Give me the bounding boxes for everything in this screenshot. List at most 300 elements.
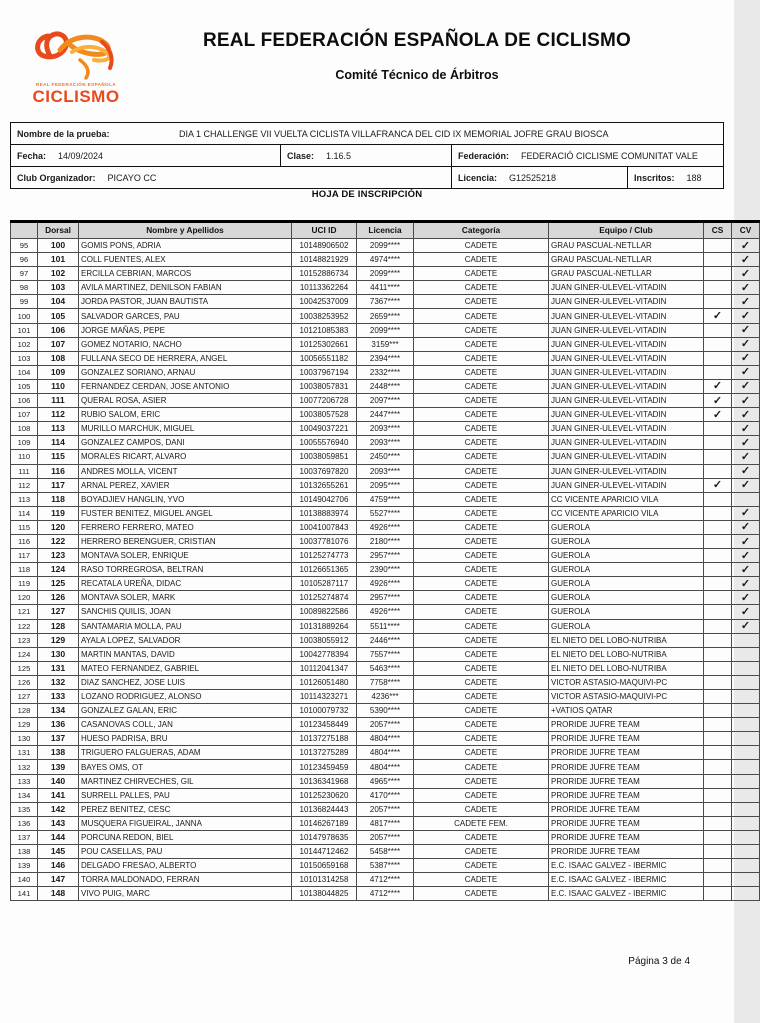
equipo-club-cell: JUAN GINER-ULEVEL-VITADIN: [549, 478, 704, 492]
uci-id-cell: 10112041347: [292, 661, 357, 675]
name-cell: AVILA MARTINEZ, DENILSON FABIAN: [79, 281, 292, 295]
categoria-cell: CADETE: [414, 520, 549, 534]
cv-cell: [732, 704, 760, 718]
equipo-club-cell: PRORIDE JUFRE TEAM: [549, 732, 704, 746]
categoria-cell: CADETE: [414, 591, 549, 605]
name-cell: MORALES RICART, ALVARO: [79, 450, 292, 464]
equipo-club-cell: JUAN GINER-ULEVEL-VITADIN: [549, 464, 704, 478]
dorsal-cell: 100: [38, 239, 79, 253]
table-row: [11, 675, 760, 689]
licencia-cell: 2447****: [357, 408, 414, 422]
cv-cell-checked: ✓: [732, 309, 760, 323]
licencia-cell: 2093****: [357, 422, 414, 436]
table-row: [11, 520, 760, 534]
licencia-cell: 2450****: [357, 450, 414, 464]
cv-cell-checked: ✓: [732, 394, 760, 408]
cv-cell-checked: ✓: [732, 253, 760, 267]
dorsal-cell: 108: [38, 351, 79, 365]
dorsal-cell: 113: [38, 422, 79, 436]
licencia-cell: 5387****: [357, 859, 414, 873]
table-row: [11, 337, 760, 351]
name-cell: SANTAMARIA MOLLA, PAU: [79, 619, 292, 633]
equipo-club-cell: JUAN GINER-ULEVEL-VITADIN: [549, 365, 704, 379]
dorsal-cell: 112: [38, 408, 79, 422]
uci-id-cell: 10121085383: [292, 323, 357, 337]
cs-cell-checked: ✓: [704, 478, 732, 492]
info-cell-clase: [280, 145, 451, 166]
equipo-club-cell: GUEROLA: [549, 605, 704, 619]
cv-cell-checked: ✓: [732, 577, 760, 591]
cv-cell-checked: ✓: [732, 591, 760, 605]
name-cell: VIVO PUIG, MARC: [79, 887, 292, 901]
table-row: [11, 690, 760, 704]
uci-id-cell: 10056551182: [292, 351, 357, 365]
column-header-uci-id: UCI ID: [292, 222, 357, 239]
licencia-cell: 2180****: [357, 534, 414, 548]
row-number-cell: 126: [11, 675, 38, 689]
table-row: [11, 816, 760, 830]
categoria-cell: CADETE: [414, 365, 549, 379]
equipo-club-cell: JUAN GINER-ULEVEL-VITADIN: [549, 281, 704, 295]
licencia-cell: 4804****: [357, 746, 414, 760]
clase-value: 1.16.5: [326, 150, 352, 161]
cs-cell: [704, 436, 732, 450]
row-number-cell: 111: [11, 464, 38, 478]
uci-id-cell: 10037967194: [292, 365, 357, 379]
cs-cell: [704, 802, 732, 816]
table-row: [11, 295, 760, 309]
equipo-club-cell: PRORIDE JUFRE TEAM: [549, 802, 704, 816]
uci-id-cell: 10147978635: [292, 830, 357, 844]
categoria-cell: CADETE: [414, 422, 549, 436]
table-row: [11, 379, 760, 393]
row-number-cell: 122: [11, 619, 38, 633]
equipo-club-cell: PRORIDE JUFRE TEAM: [549, 774, 704, 788]
uci-id-cell: 10136824443: [292, 802, 357, 816]
licencia-cell: 4926****: [357, 520, 414, 534]
categoria-cell: CADETE: [414, 534, 549, 548]
uci-id-cell: 10149042706: [292, 492, 357, 506]
categoria-cell: CADETE: [414, 802, 549, 816]
cs-cell: [704, 788, 732, 802]
equipo-club-cell: GUEROLA: [549, 520, 704, 534]
licencia-cell: 4926****: [357, 577, 414, 591]
column-header-licencia: Licencia: [357, 222, 414, 239]
cv-cell: [732, 675, 760, 689]
cs-cell: [704, 520, 732, 534]
table-row: [11, 394, 760, 408]
name-cell: FUSTER BENITEZ, MIGUEL ANGEL: [79, 506, 292, 520]
dorsal-cell: 136: [38, 718, 79, 732]
categoria-cell: CADETE: [414, 464, 549, 478]
categoria-cell: CADETE: [414, 774, 549, 788]
uci-id-cell: 10138883974: [292, 506, 357, 520]
table-row: [11, 422, 760, 436]
info-cell-prueba: [11, 123, 723, 144]
table-row: [11, 830, 760, 844]
table-row: [11, 661, 760, 675]
info-cell-federacion: [451, 145, 723, 166]
table-row: [11, 492, 760, 506]
uci-id-cell: 10042778394: [292, 647, 357, 661]
equipo-club-cell: PRORIDE JUFRE TEAM: [549, 830, 704, 844]
licencia-cell: 2093****: [357, 436, 414, 450]
uci-id-cell: 10138044825: [292, 887, 357, 901]
info-cell-club: [11, 167, 451, 188]
cs-cell: [704, 816, 732, 830]
cs-cell: [704, 253, 732, 267]
uci-id-cell: 10125274874: [292, 591, 357, 605]
categoria-cell: CADETE: [414, 394, 549, 408]
cv-cell-checked: ✓: [732, 520, 760, 534]
row-number-cell: 108: [11, 422, 38, 436]
dorsal-cell: 138: [38, 746, 79, 760]
name-cell: RUBIO SALOM, ERIC: [79, 408, 292, 422]
cs-cell: [704, 422, 732, 436]
licencia-label: Licencia:: [458, 172, 498, 183]
cv-cell-checked: ✓: [732, 506, 760, 520]
name-cell: MONTAVA SOLER, ENRIQUE: [79, 549, 292, 563]
name-cell: HERRERO BERENGUER, CRISTIAN: [79, 534, 292, 548]
equipo-club-cell: E.C. ISAAC GALVEZ - IBERMIC: [549, 887, 704, 901]
cv-cell-checked: ✓: [732, 365, 760, 379]
cyclist-swoosh-icon: [20, 26, 132, 84]
cs-cell: [704, 577, 732, 591]
row-number-cell: 119: [11, 577, 38, 591]
name-cell: TORRA MALDONADO, FERRAN: [79, 873, 292, 887]
dorsal-cell: 117: [38, 478, 79, 492]
event-info-box: [10, 122, 724, 189]
dorsal-cell: 109: [38, 365, 79, 379]
uci-id-cell: 10137275289: [292, 746, 357, 760]
uci-id-cell: 10042537009: [292, 295, 357, 309]
table-row: [11, 591, 760, 605]
cs-cell: [704, 704, 732, 718]
name-cell: MARTINEZ CHIRVECHES, GIL: [79, 774, 292, 788]
row-number-cell: 135: [11, 802, 38, 816]
column-header-categoria: Categoría: [414, 222, 549, 239]
uci-id-cell: 10148906502: [292, 239, 357, 253]
inscritos-value: 188: [686, 172, 702, 183]
rfec-logo: [20, 26, 132, 110]
uci-id-cell: 10123458449: [292, 718, 357, 732]
cs-cell: [704, 859, 732, 873]
name-cell: SURRELL PALLES, PAU: [79, 788, 292, 802]
cs-cell: [704, 337, 732, 351]
table-row: [11, 478, 760, 492]
dorsal-cell: 133: [38, 690, 79, 704]
row-number-cell: 118: [11, 563, 38, 577]
row-number-cell: 128: [11, 704, 38, 718]
column-header-dorsal: Dorsal: [38, 222, 79, 239]
categoria-cell: CADETE: [414, 633, 549, 647]
name-cell: QUERAL ROSA, ASIER: [79, 394, 292, 408]
name-cell: ERCILLA CEBRIAN, MARCOS: [79, 267, 292, 281]
licencia-cell: 4974****: [357, 253, 414, 267]
dorsal-cell: 123: [38, 549, 79, 563]
federacion-label: Federación:: [458, 150, 510, 161]
dorsal-cell: 114: [38, 436, 79, 450]
table-row: [11, 873, 760, 887]
licencia-cell: 5463****: [357, 661, 414, 675]
cs-cell-checked: ✓: [704, 309, 732, 323]
dorsal-cell: 137: [38, 732, 79, 746]
club-value: PICAYO CC: [107, 172, 157, 183]
table-row: [11, 605, 760, 619]
row-number-cell: 133: [11, 774, 38, 788]
name-cell: MONTAVA SOLER, MARK: [79, 591, 292, 605]
cs-cell: [704, 605, 732, 619]
table-row: [11, 351, 760, 365]
cs-cell: [704, 760, 732, 774]
fecha-value: 14/09/2024: [58, 150, 104, 161]
categoria-cell: CADETE: [414, 873, 549, 887]
row-number-cell: 114: [11, 506, 38, 520]
equipo-club-cell: JUAN GINER-ULEVEL-VITADIN: [549, 295, 704, 309]
equipo-club-cell: PRORIDE JUFRE TEAM: [549, 816, 704, 830]
cs-cell: [704, 351, 732, 365]
name-cell: ARNAL PEREZ, XAVIER: [79, 478, 292, 492]
dorsal-cell: 125: [38, 577, 79, 591]
cv-cell: [732, 802, 760, 816]
categoria-cell: CADETE: [414, 351, 549, 365]
equipo-club-cell: VICTOR ASTASIO-MAQUIVI-PC: [549, 690, 704, 704]
licencia-cell: 3159***: [357, 337, 414, 351]
table-row: [11, 802, 760, 816]
categoria-cell: CADETE: [414, 239, 549, 253]
cv-cell-checked: ✓: [732, 563, 760, 577]
cv-cell: [732, 718, 760, 732]
uci-id-cell: 10089822586: [292, 605, 357, 619]
licencia-cell: 2093****: [357, 464, 414, 478]
table-header-row: [11, 222, 760, 239]
equipo-club-cell: GUEROLA: [549, 534, 704, 548]
cv-cell: [732, 690, 760, 704]
cs-cell: [704, 591, 732, 605]
table-row: [11, 619, 760, 633]
cv-cell-checked: ✓: [732, 351, 760, 365]
row-number-cell: 117: [11, 549, 38, 563]
row-number-cell: 134: [11, 788, 38, 802]
row-number-cell: 113: [11, 492, 38, 506]
cv-cell-checked: ✓: [732, 295, 760, 309]
row-number-cell: 115: [11, 520, 38, 534]
name-cell: JORDA PASTOR, JUAN BAUTISTA: [79, 295, 292, 309]
categoria-cell: CADETE: [414, 830, 549, 844]
name-cell: PEREZ BENITEZ, CESC: [79, 802, 292, 816]
equipo-club-cell: EL NIETO DEL LOBO-NUTRIBA: [549, 661, 704, 675]
cs-cell: [704, 887, 732, 901]
equipo-club-cell: PRORIDE JUFRE TEAM: [549, 788, 704, 802]
row-number-cell: 127: [11, 690, 38, 704]
uci-id-cell: 10105287117: [292, 577, 357, 591]
table-row: [11, 633, 760, 647]
equipo-club-cell: EL NIETO DEL LOBO-NUTRIBA: [549, 647, 704, 661]
categoria-cell: CADETE: [414, 577, 549, 591]
name-cell: SANCHIS QUILIS, JOAN: [79, 605, 292, 619]
column-header-row-number: [11, 222, 38, 239]
dorsal-cell: 130: [38, 647, 79, 661]
cs-cell: [704, 690, 732, 704]
name-cell: JORGE MAÑAS, PEPE: [79, 323, 292, 337]
name-cell: TRIGUERO FALGUERAS, ADAM: [79, 746, 292, 760]
cs-cell-checked: ✓: [704, 379, 732, 393]
cs-cell: [704, 239, 732, 253]
uci-id-cell: 10055576940: [292, 436, 357, 450]
page-title: REAL FEDERACIÓN ESPAÑOLA DE CICLISMO: [202, 30, 632, 51]
dorsal-cell: 120: [38, 520, 79, 534]
uci-id-cell: 10114323271: [292, 690, 357, 704]
table-row: [11, 253, 760, 267]
cs-cell: [704, 718, 732, 732]
dorsal-cell: 127: [38, 605, 79, 619]
dorsal-cell: 105: [38, 309, 79, 323]
dorsal-cell: 134: [38, 704, 79, 718]
name-cell: AYALA LOPEZ, SALVADOR: [79, 633, 292, 647]
inscription-table: [10, 220, 760, 901]
equipo-club-cell: JUAN GINER-ULEVEL-VITADIN: [549, 450, 704, 464]
cv-cell-checked: ✓: [732, 478, 760, 492]
cv-cell: [732, 845, 760, 859]
categoria-cell: CADETE: [414, 253, 549, 267]
page-number: Página 3 de 4: [628, 956, 690, 967]
name-cell: MARTIN MANTAS, DAVID: [79, 647, 292, 661]
name-cell: GOMIS PONS, ADRIA: [79, 239, 292, 253]
row-number-cell: 125: [11, 661, 38, 675]
table-row: [11, 746, 760, 760]
uci-id-cell: 10131889264: [292, 619, 357, 633]
cv-cell-checked: ✓: [732, 422, 760, 436]
name-cell: FERNANDEZ CERDAN, JOSE ANTONIO: [79, 379, 292, 393]
cv-cell: [732, 859, 760, 873]
categoria-cell: CADETE: [414, 337, 549, 351]
uci-id-cell: 10041007843: [292, 520, 357, 534]
uci-id-cell: 10049037221: [292, 422, 357, 436]
inscription-table-body: [11, 239, 760, 901]
licencia-cell: 4804****: [357, 732, 414, 746]
cv-cell-checked: ✓: [732, 408, 760, 422]
club-label: Club Organizador:: [17, 172, 96, 183]
uci-id-cell: 10126651365: [292, 563, 357, 577]
equipo-club-cell: GUEROLA: [549, 577, 704, 591]
row-number-cell: 139: [11, 859, 38, 873]
dorsal-cell: 122: [38, 534, 79, 548]
licencia-cell: 4926****: [357, 605, 414, 619]
row-number-cell: 130: [11, 732, 38, 746]
equipo-club-cell: PRORIDE JUFRE TEAM: [549, 718, 704, 732]
dorsal-cell: 124: [38, 563, 79, 577]
categoria-cell: CADETE: [414, 379, 549, 393]
categoria-cell: CADETE: [414, 408, 549, 422]
uci-id-cell: 10038057528: [292, 408, 357, 422]
uci-id-cell: 10038253952: [292, 309, 357, 323]
licencia-cell: 2390****: [357, 563, 414, 577]
equipo-club-cell: JUAN GINER-ULEVEL-VITADIN: [549, 309, 704, 323]
cs-cell: [704, 464, 732, 478]
cv-cell: [732, 887, 760, 901]
uci-id-cell: 10132655261: [292, 478, 357, 492]
equipo-club-cell: JUAN GINER-ULEVEL-VITADIN: [549, 379, 704, 393]
licencia-cell: 2957****: [357, 591, 414, 605]
licencia-cell: 7557****: [357, 647, 414, 661]
dorsal-cell: 128: [38, 619, 79, 633]
row-number-cell: 116: [11, 534, 38, 548]
dorsal-cell: 104: [38, 295, 79, 309]
equipo-club-cell: GUEROLA: [549, 591, 704, 605]
dorsal-cell: 126: [38, 591, 79, 605]
equipo-club-cell: PRORIDE JUFRE TEAM: [549, 760, 704, 774]
table-row: [11, 506, 760, 520]
cv-cell-checked: ✓: [732, 464, 760, 478]
table-row: [11, 563, 760, 577]
dorsal-cell: 116: [38, 464, 79, 478]
row-number-cell: 109: [11, 436, 38, 450]
licencia-cell: 2099****: [357, 267, 414, 281]
name-cell: CASANOVAS COLL, JAN: [79, 718, 292, 732]
info-cell-fecha: [11, 145, 280, 166]
cs-cell: [704, 267, 732, 281]
name-cell: FULLANA SECO DE HERRERA, ANGEL: [79, 351, 292, 365]
table-row: [11, 887, 760, 901]
cv-cell-checked: ✓: [732, 323, 760, 337]
name-cell: BOYADJIEV HANGLIN, YVO: [79, 492, 292, 506]
uci-id-cell: 10038057831: [292, 379, 357, 393]
licencia-cell: 4965****: [357, 774, 414, 788]
equipo-club-cell: PRORIDE JUFRE TEAM: [549, 845, 704, 859]
equipo-club-cell: GUEROLA: [549, 619, 704, 633]
licencia-cell: 2057****: [357, 718, 414, 732]
uci-id-cell: 10038059851: [292, 450, 357, 464]
row-number-cell: 102: [11, 337, 38, 351]
cs-cell: [704, 492, 732, 506]
categoria-cell: CADETE: [414, 690, 549, 704]
cs-cell: [704, 675, 732, 689]
cs-cell: [704, 873, 732, 887]
row-number-cell: 120: [11, 591, 38, 605]
cs-cell: [704, 746, 732, 760]
licencia-cell: 7758****: [357, 675, 414, 689]
info-row-club: [11, 167, 723, 189]
federacion-value: FEDERACIÓ CICLISME COMUNITAT VALE: [521, 150, 698, 161]
licencia-cell: 2332****: [357, 365, 414, 379]
cv-cell-checked: ✓: [732, 281, 760, 295]
equipo-club-cell: JUAN GINER-ULEVEL-VITADIN: [549, 394, 704, 408]
cv-cell: [732, 873, 760, 887]
uci-id-cell: 10125274773: [292, 549, 357, 563]
dorsal-cell: 119: [38, 506, 79, 520]
equipo-club-cell: EL NIETO DEL LOBO-NUTRIBA: [549, 633, 704, 647]
licencia-cell: 4712****: [357, 887, 414, 901]
dorsal-cell: 103: [38, 281, 79, 295]
licencia-cell: 2446****: [357, 633, 414, 647]
categoria-cell: CADETE: [414, 704, 549, 718]
dorsal-cell: 118: [38, 492, 79, 506]
licencia-cell: 4236***: [357, 690, 414, 704]
cs-cell: [704, 619, 732, 633]
uci-id-cell: 10152886734: [292, 267, 357, 281]
categoria-cell: CADETE: [414, 732, 549, 746]
equipo-club-cell: JUAN GINER-ULEVEL-VITADIN: [549, 323, 704, 337]
table-row: [11, 281, 760, 295]
categoria-cell: CADETE: [414, 267, 549, 281]
equipo-club-cell: JUAN GINER-ULEVEL-VITADIN: [549, 337, 704, 351]
dorsal-cell: 110: [38, 379, 79, 393]
licencia-cell: 2057****: [357, 802, 414, 816]
table-row: [11, 774, 760, 788]
name-cell: GONZALEZ SORIANO, ARNAU: [79, 365, 292, 379]
cv-cell-checked: ✓: [732, 450, 760, 464]
row-number-cell: 103: [11, 351, 38, 365]
